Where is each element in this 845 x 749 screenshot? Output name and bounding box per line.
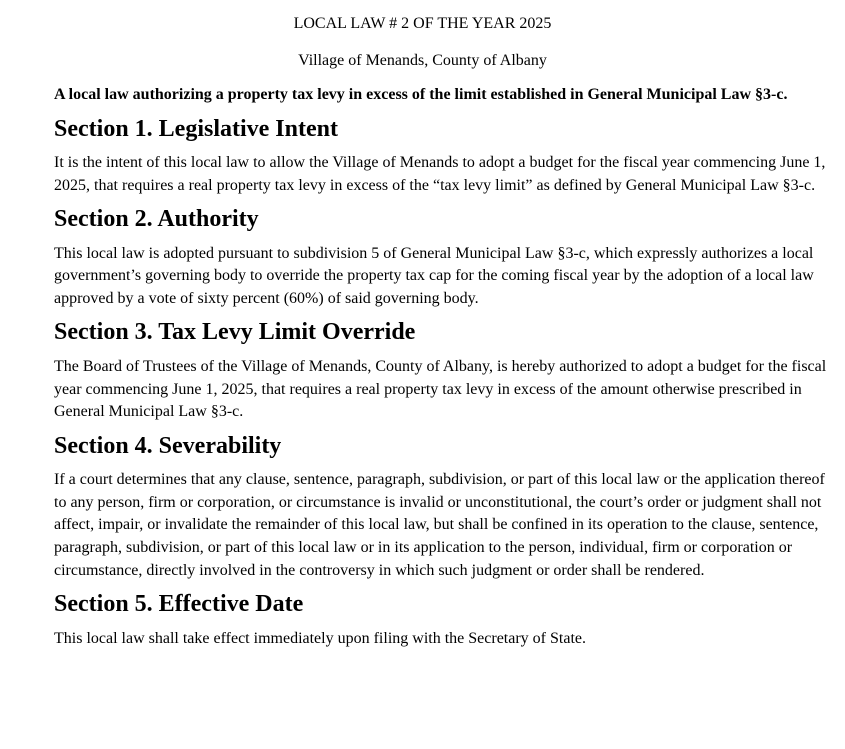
section-4-body: If a court determines that any clause, sentence, paragraph, subdivision, or part of this local law or the application thereof to any person, firm or corporation, or circumstance is invalid or unconstitutional, the court’s order or judgment shall not affect, impair, or invalidate the remainder of this local law, but shall be confined in its operation to the clause, sentence, paragraph, subdivision, or part of this local law or in its application to the person, individual, firm or corporation or circumstance, directly involved in the controversy in which such judgment or order shall be rendered. <box>54 471 825 579</box>
section-3-heading: Section 3. Tax Levy Limit Override <box>54 319 416 346</box>
section-3-body: The Board of Trustees of the Village of Menands, County of Albany, is hereby authorized to adopt a budget for the fiscal year commencing June 1, 2025, that requires a real property tax levy in excess of the amount otherwise prescribed in General Municipal Law §3-c. <box>54 357 827 421</box>
section-5-heading: Section 5. Effective Date <box>54 591 304 618</box>
section-5-body: This local law shall take effect immediately upon filing with the Secretary of State. <box>54 629 586 647</box>
document-title: LOCAL LAW # 2 OF THE YEAR 2025 <box>293 15 552 32</box>
document-purpose: A local law authorizing a property tax levy in excess of the limit established in General Municipal Law §3-c. <box>54 86 788 103</box>
section-1-body: It is the intent of this local law to allow the Village of Menands to adopt a budget for the fiscal year commencing June 1, 2025, that requires a real property tax levy in excess of the “tax levy limit” as defined by General Municipal Law §3-c. <box>54 154 826 194</box>
section-2-body: This local law is adopted pursuant to subdivision 5 of General Municipal Law §3-c, which expressly authorizes a local government’s governing body to override the property tax cap for the coming fiscal year by the adoption of a local law approved by a vote of sixty percent (60%) of said governing body. <box>54 244 814 307</box>
section-2-heading: Section 2. Authority <box>54 206 259 233</box>
document-subtitle: Village of Menands, County of Albany <box>298 52 547 69</box>
section-4-heading: Section 4. Severability <box>54 432 282 459</box>
section-1-heading: Section 1. Legislative Intent <box>54 115 338 142</box>
